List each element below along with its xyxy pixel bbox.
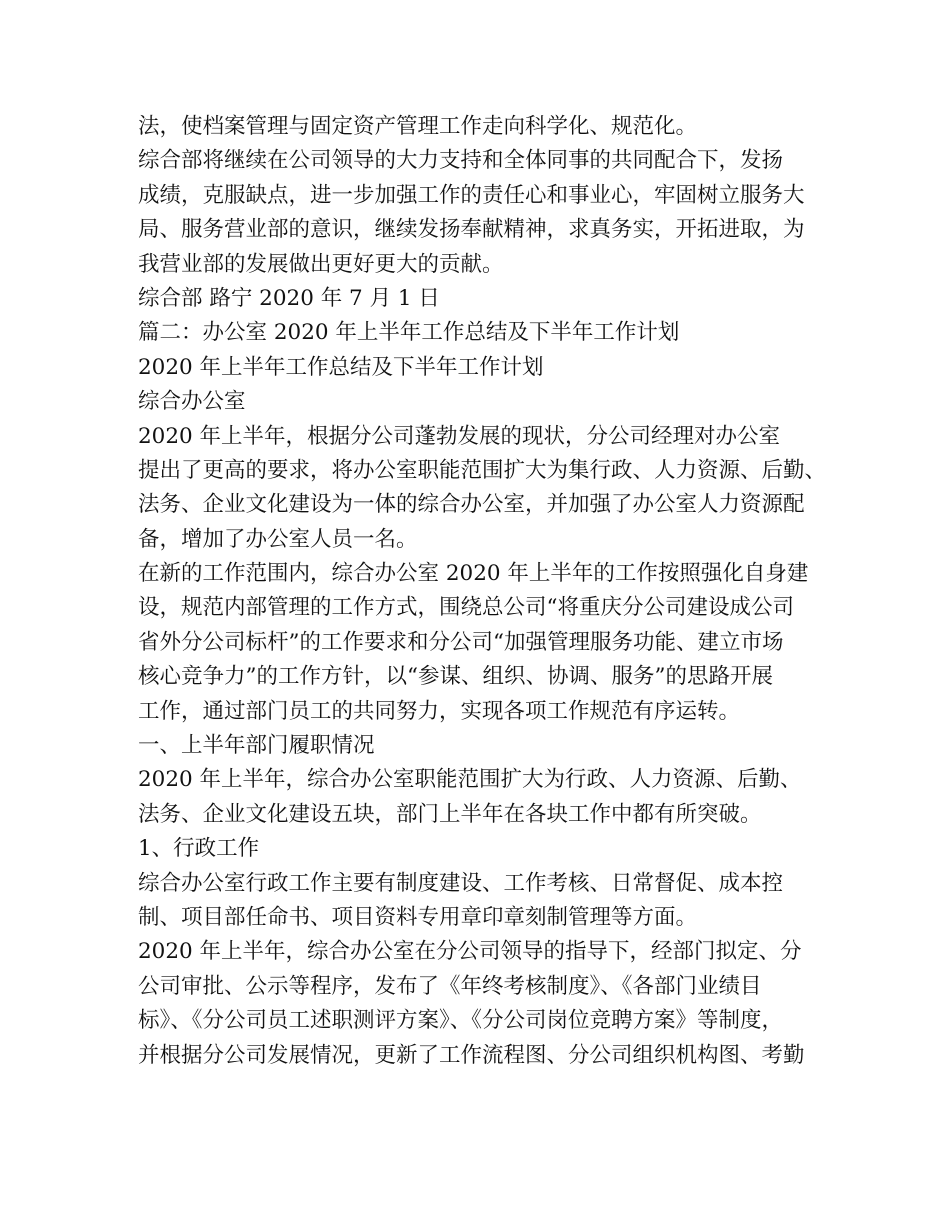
text-line: 提出了更高的要求，将办公室职能范围扩大为集行政、人力资源、后勤、 (138, 457, 827, 483)
text-line: 备，增加了办公室人员一名。 (138, 526, 418, 552)
text-line: 我营业部的发展做出更好更大的贡献。 (138, 251, 504, 277)
text-line: 法务、企业文化建设五块，部门上半年在各块工作中都有所突破。 (138, 801, 762, 827)
section-heading: 篇二：办公室 2020 年上半年工作总结及下半年工作计划 (138, 320, 680, 346)
text-line: 成绩，克服缺点，进一步加强工作的责任心和事业心，牢固树立服务大 (138, 182, 805, 208)
text-line: 综合办公室行政工作主要有制度建设、工作考核、日常督促、成本控 (138, 870, 784, 896)
subsection-heading: 一、上半年部门履职情况 (138, 733, 375, 759)
text-line: 综合部将继续在公司领导的大力支持和全体同事的共同配合下，发扬 (138, 148, 784, 174)
text-line: 2020 年上半年，根据分公司蓬勃发展的现状，分公司经理对办公室 (138, 423, 781, 449)
department-name: 综合办公室 (138, 389, 246, 415)
text-line: 并根据分公司发展情况，更新了工作流程图、分公司组织机构图、考勤 (138, 1042, 805, 1068)
text-line: 省外分公司标杆”的工作要求和分公司“加强管理服务功能、建立市场 (138, 629, 784, 655)
text-line: 法，使档案管理与固定资产管理工作走向科学化、规范化。 (138, 114, 698, 139)
text-line: 在新的工作范围内，综合办公室 2020 年上半年的工作按照强化自身建 (138, 561, 809, 587)
text-line: 制、项目部任命书、项目资料专用章印章刻制管理等方面。 (138, 904, 698, 930)
text-line: 公司审批、公示等程序，发布了《年终考核制度》、《各部门业绩目 (138, 973, 762, 999)
text-line: 核心竞争力”的工作方针，以“参谋、组织、协调、服务”的思路开展 (138, 664, 773, 690)
document-body (138, 110, 838, 1073)
signature-line: 综合部 路宁 2020 年 7 月 1 日 (138, 285, 440, 311)
text-line: 设，规范内部管理的工作方式，围绕总公司“将重庆分公司建设成公司 (138, 595, 794, 621)
text-line: 标》、《分公司员工述职测评方案》、《分公司岗位竞聘方案》等制度， (138, 1008, 784, 1034)
text-line: 法务、企业文化建设为一体的综合办公室，并加强了办公室人力资源配 (138, 492, 805, 518)
text-line: 2020 年上半年，综合办公室职能范围扩大为行政、人力资源、后勤、 (138, 767, 802, 793)
text-line: 工作，通过部门员工的共同努力，实现各项工作规范有序运转。 (138, 698, 741, 724)
text-line: 2020 年上半年，综合办公室在分公司领导的指导下，经部门拟定、分 (138, 939, 802, 965)
text-line: 局、服务营业部的意识，继续发扬奉献精神，求真务实，开拓进取，为 (138, 217, 805, 243)
item-heading: 1、行政工作 (138, 836, 260, 862)
document-title: 2020 年上半年工作总结及下半年工作计划 (138, 354, 544, 380)
